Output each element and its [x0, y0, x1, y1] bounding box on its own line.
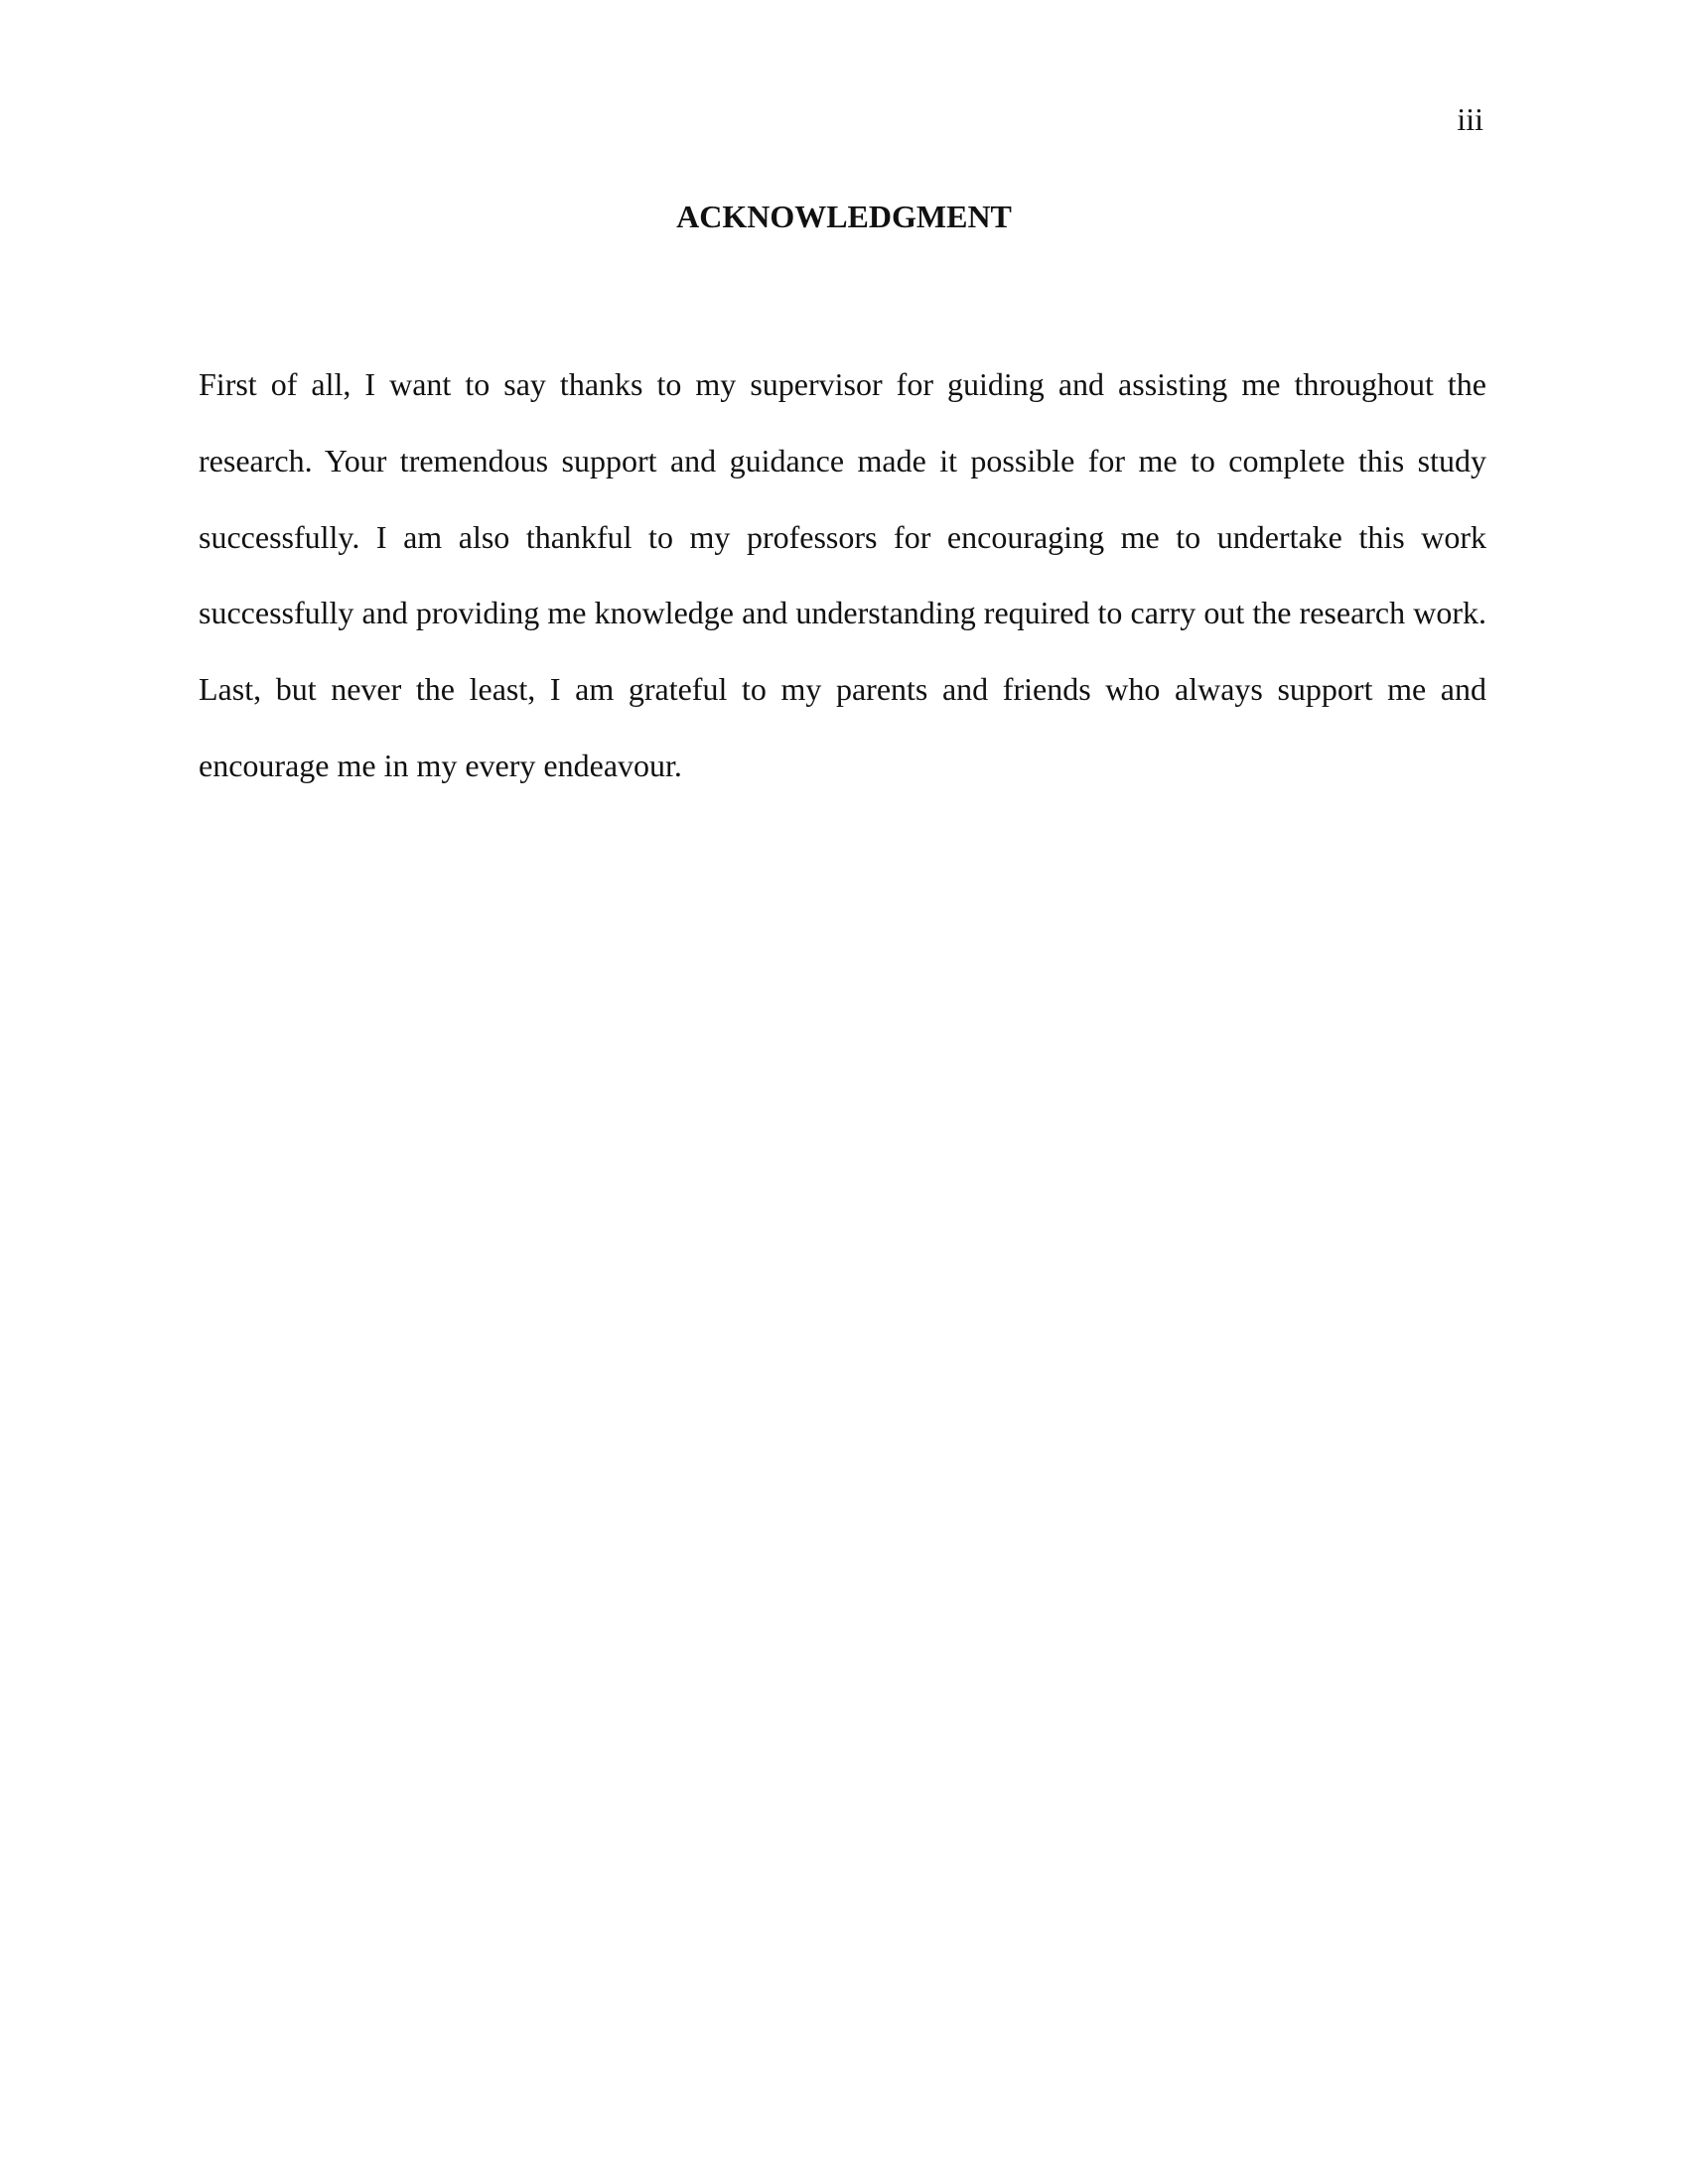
page-number: iii: [1457, 101, 1483, 137]
acknowledgment-paragraph: First of all, I want to say thanks to my supervisor for guiding and assisting me throughout the research. Your tremendous support and guidance made it possible for me to complete this study successfully. I am also thankful to my professors for encouraging me to undertake this work successfully and providing me knowledge and understanding required to carry out the research work. Last, but never the least, I am grateful to my parents and friends who always support me and encourage me in my every endeavour.: [199, 366, 1486, 783]
page-title: ACKNOWLEDGMENT: [676, 199, 1012, 234]
